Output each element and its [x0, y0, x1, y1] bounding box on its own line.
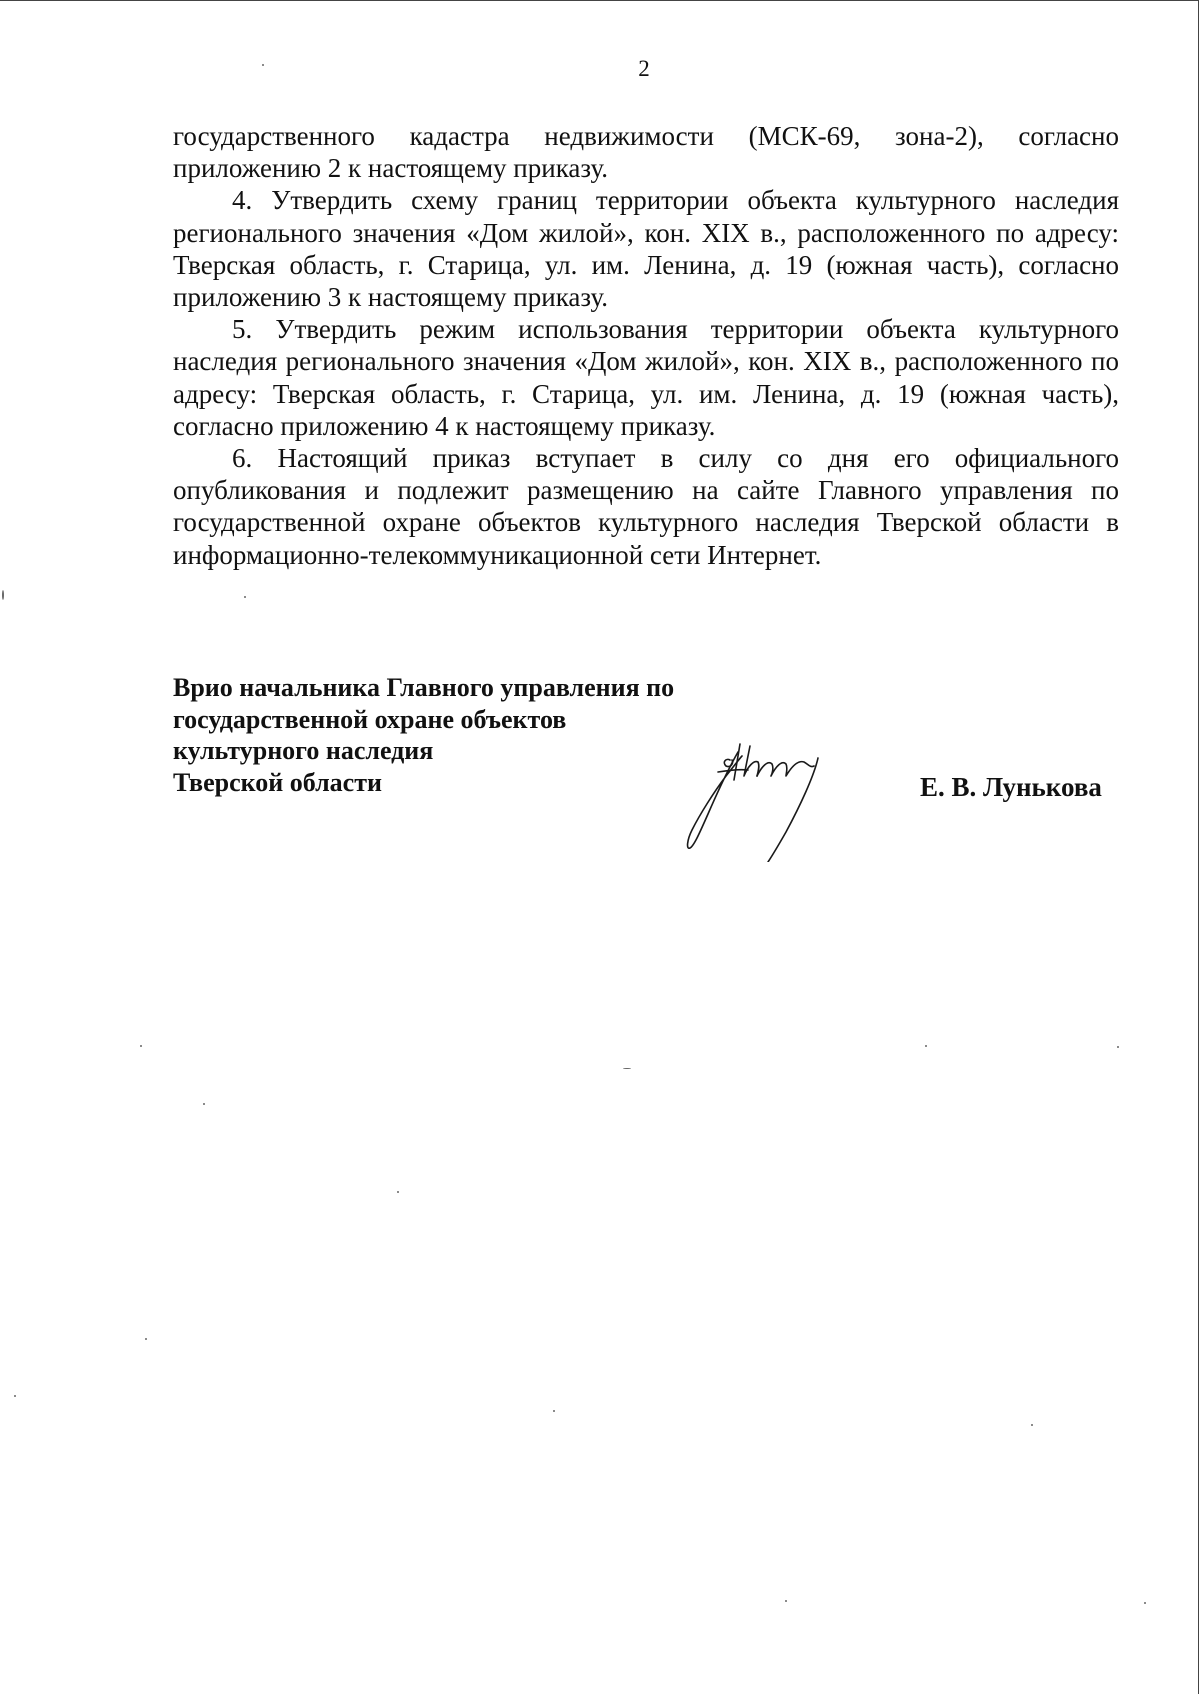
- paragraph-item-4: 4. Утвердить схему границ территории объекта культурного наследия регионального значения «Дом жилой», кон. XIX в., расположенного по адресу: Тверская область, г. Старица, ул. им. Ленина, д. 19 (южная часть), согласно приложению 3 к настоящему приказу.: [173, 185, 1119, 313]
- scan-speck: [14, 1395, 16, 1397]
- signatory-name: Е. В. Лунькова: [920, 772, 1102, 802]
- paragraph-item-5: 5. Утвердить режим использования территории объекта культурного наследия регионального значения «Дом жилой», кон. XIX в., расположенного по адресу: Тверская область, г. Старица, ул. им. Ленина, д. 19 (южная часть), согласно приложению 4 к настоящему приказу.: [173, 314, 1119, 441]
- signatory-title-line: государственной охране объектов: [173, 704, 567, 734]
- signatory-title-line: Врио начальника Главного управления по: [173, 673, 675, 702]
- scan-speck: [2, 590, 4, 600]
- scan-speck: [1117, 1046, 1119, 1048]
- handwritten-signature: [678, 736, 868, 862]
- paragraph-item-6: 6. Настоящий приказ вступает в силу со дня его официального опубликования и подлежит размещению на сайте Главного управления по государственной охране объектов культурного наследия Тверской области в информационно-телекоммуникационной сети Интернет.: [173, 443, 1119, 570]
- signatory-title: [173, 672, 674, 798]
- signatory-title-line: культурного наследия: [173, 736, 434, 765]
- scan-speck: [203, 1103, 205, 1105]
- paragraph-continuation: государственного кадастра недвижимости (МСК-69, зона-2), согласно приложению 2 к настоящему приказу.: [173, 121, 1119, 184]
- scan-speck: [397, 1191, 399, 1193]
- scan-speck: [1144, 1602, 1146, 1604]
- scan-speck: [1031, 1424, 1033, 1426]
- scan-speck: [140, 1045, 142, 1047]
- scan-speck: [925, 1045, 927, 1047]
- scan-speck: [244, 596, 246, 598]
- document-body: [173, 120, 1119, 571]
- page-number: 2: [638, 56, 650, 81]
- scan-speck: [262, 64, 264, 66]
- scan-speck: [785, 1600, 787, 1602]
- scan-speck: [623, 1068, 631, 1069]
- scan-speck: [553, 1410, 555, 1412]
- scan-speck: [145, 1338, 147, 1340]
- signatory-title-line: Тверской области: [173, 767, 382, 797]
